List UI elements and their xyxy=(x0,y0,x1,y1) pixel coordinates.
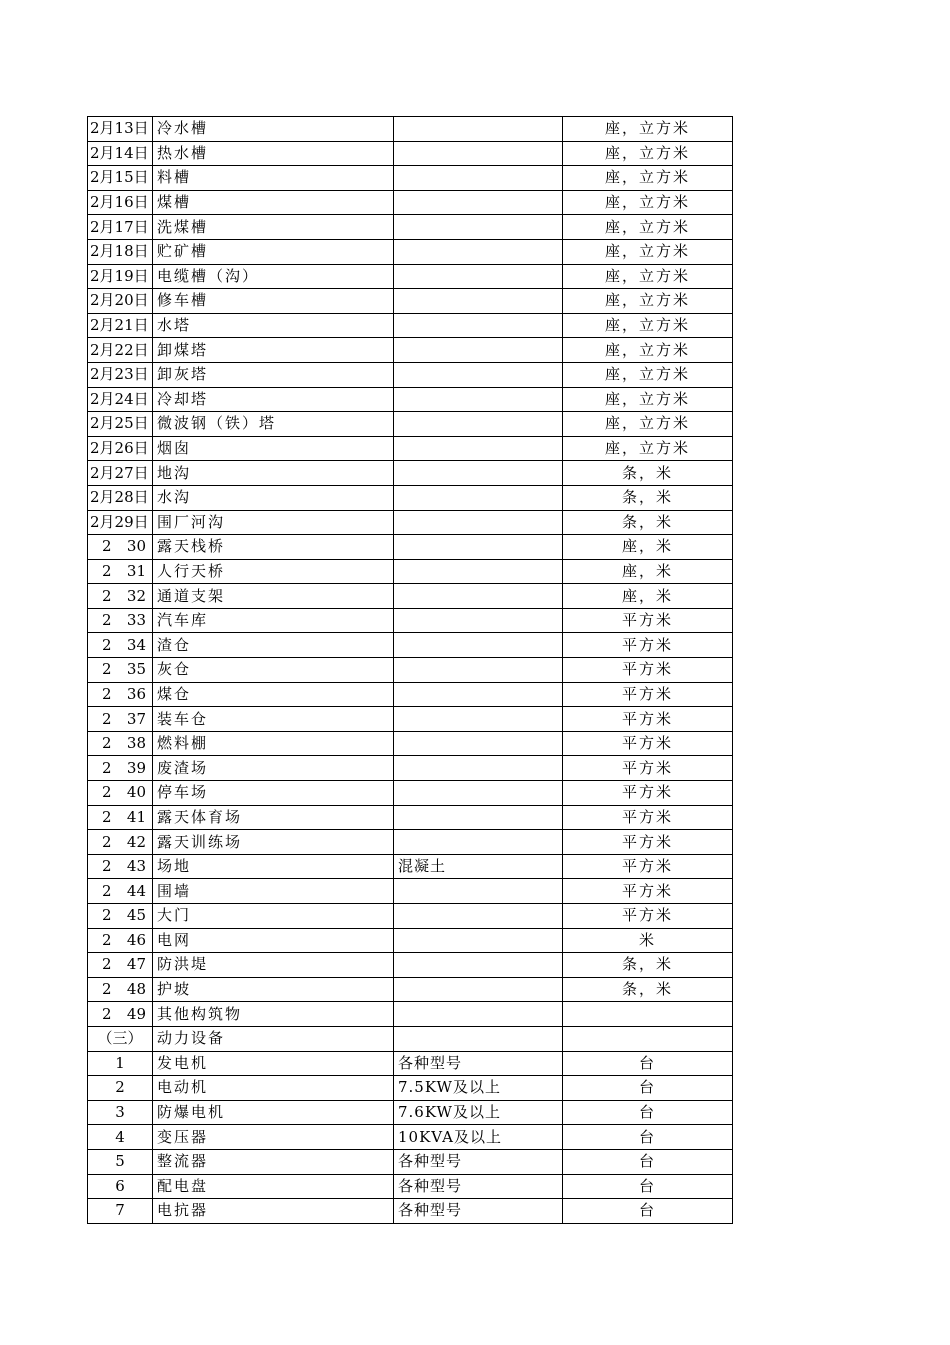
item-name-cell: 场地 xyxy=(153,854,394,879)
table-row xyxy=(88,1026,733,1051)
item-unit-cell: 条，米 xyxy=(563,953,733,978)
item-unit-cell: 平方米 xyxy=(563,633,733,658)
item-name-cell: 煤槽 xyxy=(153,190,394,215)
item-name-cell: 大门 xyxy=(153,904,394,929)
item-unit-cell: 平方米 xyxy=(563,608,733,633)
row-section-number: 2 xyxy=(102,906,112,925)
row-number-cell xyxy=(88,854,153,879)
table-row xyxy=(88,830,733,855)
row-number-cell xyxy=(88,559,153,584)
table-row xyxy=(88,412,733,437)
row-number-cell xyxy=(88,977,153,1002)
item-name-cell: 废渣场 xyxy=(153,756,394,781)
item-unit-cell xyxy=(563,1026,733,1051)
item-spec-cell: 各种型号 xyxy=(394,1199,563,1224)
table-row xyxy=(88,633,733,658)
table-row xyxy=(88,658,733,683)
item-spec-cell xyxy=(394,289,563,314)
item-spec-cell xyxy=(394,658,563,683)
item-spec-cell xyxy=(394,485,563,510)
table-row xyxy=(88,1149,733,1174)
row-number-cell xyxy=(88,928,153,953)
item-name-cell: 水塔 xyxy=(153,313,394,338)
item-name-cell: 露天体育场 xyxy=(153,805,394,830)
item-unit-cell: 台 xyxy=(563,1076,733,1101)
item-unit-cell: 台 xyxy=(563,1174,733,1199)
item-name-cell: 其他构筑物 xyxy=(153,1002,394,1027)
row-item-number: 40 xyxy=(126,783,146,802)
row-item-number: 45 xyxy=(126,906,146,925)
item-spec-cell xyxy=(394,1002,563,1027)
item-spec-cell xyxy=(394,313,563,338)
item-unit-cell: 平方米 xyxy=(563,756,733,781)
table-row xyxy=(88,117,733,142)
table-row xyxy=(88,559,733,584)
table-row xyxy=(88,584,733,609)
item-unit-cell: 座，立方米 xyxy=(563,239,733,264)
row-number-cell: 7 xyxy=(88,1199,153,1224)
table-row xyxy=(88,166,733,191)
item-unit-cell: 座，立方米 xyxy=(563,412,733,437)
item-spec-cell xyxy=(394,412,563,437)
item-unit-cell: 平方米 xyxy=(563,731,733,756)
table-row xyxy=(88,1125,733,1150)
row-number-cell: 1 xyxy=(88,1051,153,1076)
item-unit-cell: 台 xyxy=(563,1051,733,1076)
item-name-cell: 冷却塔 xyxy=(153,387,394,412)
row-section-number: 2 xyxy=(102,807,112,826)
item-unit-cell: 座，立方米 xyxy=(563,166,733,191)
item-name-cell: 电缆槽（沟） xyxy=(153,264,394,289)
row-item-number: 33 xyxy=(126,611,146,630)
row-number-cell: 2月13日 xyxy=(88,117,153,142)
item-name-cell: 烟囱 xyxy=(153,436,394,461)
item-unit-cell: 平方米 xyxy=(563,805,733,830)
table-row xyxy=(88,1002,733,1027)
table-row xyxy=(88,485,733,510)
row-section-number: 2 xyxy=(102,734,112,753)
row-number-cell: 4 xyxy=(88,1125,153,1150)
item-spec-cell xyxy=(394,362,563,387)
item-spec-cell xyxy=(394,633,563,658)
item-unit-cell: 座，立方米 xyxy=(563,338,733,363)
table-row xyxy=(88,313,733,338)
item-name-cell: 露天栈桥 xyxy=(153,535,394,560)
table-row xyxy=(88,805,733,830)
table-row xyxy=(88,510,733,535)
table-row xyxy=(88,904,733,929)
row-number-cell: 2月28日 xyxy=(88,485,153,510)
item-spec-cell xyxy=(394,387,563,412)
item-unit-cell: 平方米 xyxy=(563,658,733,683)
table-row xyxy=(88,928,733,953)
item-spec-cell xyxy=(394,731,563,756)
row-number-cell: 2月15日 xyxy=(88,166,153,191)
item-spec-cell xyxy=(394,239,563,264)
item-unit-cell: 座，立方米 xyxy=(563,215,733,240)
row-number-cell: 2月14日 xyxy=(88,141,153,166)
item-name-cell: 配电盘 xyxy=(153,1174,394,1199)
item-unit-cell: 座，立方米 xyxy=(563,264,733,289)
item-name-cell: 防洪堤 xyxy=(153,953,394,978)
row-number-cell: 3 xyxy=(88,1100,153,1125)
item-unit-cell: 台 xyxy=(563,1125,733,1150)
item-unit-cell: 条，米 xyxy=(563,485,733,510)
row-number-cell xyxy=(88,682,153,707)
item-unit-cell: 座，米 xyxy=(563,559,733,584)
item-name-cell: 整流器 xyxy=(153,1149,394,1174)
row-item-number: 37 xyxy=(126,709,146,728)
item-spec-cell xyxy=(394,461,563,486)
row-number-cell: 2月29日 xyxy=(88,510,153,535)
item-unit-cell: 平方米 xyxy=(563,904,733,929)
item-spec-cell: 7.5KW及以上 xyxy=(394,1076,563,1101)
row-number-cell xyxy=(88,805,153,830)
row-section-number: 2 xyxy=(102,586,112,605)
table-row xyxy=(88,707,733,732)
row-section-number: 2 xyxy=(102,881,112,900)
item-name-cell: 燃料棚 xyxy=(153,731,394,756)
item-name-cell: 人行天桥 xyxy=(153,559,394,584)
item-spec-cell xyxy=(394,805,563,830)
item-name-cell: 卸灰塔 xyxy=(153,362,394,387)
row-number-cell: 2月20日 xyxy=(88,289,153,314)
row-number-cell xyxy=(88,608,153,633)
item-name-cell: 地沟 xyxy=(153,461,394,486)
item-unit-cell: 平方米 xyxy=(563,854,733,879)
table-row xyxy=(88,338,733,363)
row-section-number: 2 xyxy=(102,832,112,851)
row-section-number: 2 xyxy=(102,930,112,949)
row-item-number: 46 xyxy=(126,930,146,949)
item-name-cell: 防爆电机 xyxy=(153,1100,394,1125)
item-spec-cell xyxy=(394,977,563,1002)
item-unit-cell: 座，立方米 xyxy=(563,313,733,338)
row-section-number: 2 xyxy=(102,561,112,580)
row-number-cell: 2月22日 xyxy=(88,338,153,363)
item-unit-cell: 台 xyxy=(563,1149,733,1174)
item-spec-cell xyxy=(394,756,563,781)
item-name-cell: 灰仓 xyxy=(153,658,394,683)
item-name-cell: 修车槽 xyxy=(153,289,394,314)
row-item-number: 39 xyxy=(126,758,146,777)
row-section-number: 2 xyxy=(102,1004,112,1023)
item-name-cell: 通道支架 xyxy=(153,584,394,609)
item-name-cell: 卸煤塔 xyxy=(153,338,394,363)
row-number-cell: 2月26日 xyxy=(88,436,153,461)
row-number-cell xyxy=(88,731,153,756)
table-row xyxy=(88,362,733,387)
row-section-number: 2 xyxy=(102,857,112,876)
item-spec-cell xyxy=(394,117,563,142)
item-spec-cell xyxy=(394,707,563,732)
item-name-cell: 露天训练场 xyxy=(153,830,394,855)
row-section-number: 2 xyxy=(102,709,112,728)
table-row xyxy=(88,854,733,879)
row-item-number: 36 xyxy=(126,684,146,703)
item-spec-cell xyxy=(394,584,563,609)
row-number-cell xyxy=(88,1002,153,1027)
item-unit-cell: 座，米 xyxy=(563,584,733,609)
item-spec-cell xyxy=(394,953,563,978)
item-name-cell: 洗煤槽 xyxy=(153,215,394,240)
row-item-number: 42 xyxy=(126,832,146,851)
item-unit-cell: 座，米 xyxy=(563,535,733,560)
item-unit-cell: 条，米 xyxy=(563,461,733,486)
item-unit-cell: 座，立方米 xyxy=(563,117,733,142)
item-spec-cell: 各种型号 xyxy=(394,1174,563,1199)
item-name-cell: 煤仓 xyxy=(153,682,394,707)
row-number-cell xyxy=(88,756,153,781)
item-unit-cell: 座，立方米 xyxy=(563,289,733,314)
row-section-number: 2 xyxy=(102,537,112,556)
asset-table-body xyxy=(88,117,733,1224)
row-section-number: 2 xyxy=(102,635,112,654)
row-number-cell xyxy=(88,658,153,683)
row-number-cell: 2月25日 xyxy=(88,412,153,437)
table-row xyxy=(88,535,733,560)
item-name-cell: 渣仓 xyxy=(153,633,394,658)
table-row xyxy=(88,953,733,978)
item-name-cell: 发电机 xyxy=(153,1051,394,1076)
item-unit-cell: 座，立方米 xyxy=(563,436,733,461)
item-unit-cell: 条，米 xyxy=(563,977,733,1002)
item-name-cell: 护坡 xyxy=(153,977,394,1002)
asset-table xyxy=(87,116,733,1224)
row-item-number: 44 xyxy=(126,881,146,900)
row-number-cell: 2月21日 xyxy=(88,313,153,338)
row-number-cell: 2月24日 xyxy=(88,387,153,412)
item-name-cell: 电动机 xyxy=(153,1076,394,1101)
item-name-cell: 料槽 xyxy=(153,166,394,191)
item-spec-cell xyxy=(394,928,563,953)
row-number-cell xyxy=(88,781,153,806)
row-section-number: 2 xyxy=(102,955,112,974)
item-spec-cell xyxy=(394,682,563,707)
item-unit-cell: 米 xyxy=(563,928,733,953)
row-section-number: 2 xyxy=(102,783,112,802)
item-spec-cell xyxy=(394,559,563,584)
item-name-cell: 停车场 xyxy=(153,781,394,806)
table-row xyxy=(88,756,733,781)
item-spec-cell xyxy=(394,436,563,461)
item-spec-cell: 各种型号 xyxy=(394,1149,563,1174)
item-name-cell: 贮矿槽 xyxy=(153,239,394,264)
row-number-cell xyxy=(88,707,153,732)
row-number-cell: 2月16日 xyxy=(88,190,153,215)
table-row xyxy=(88,731,733,756)
item-spec-cell xyxy=(394,608,563,633)
table-row xyxy=(88,1174,733,1199)
row-number-cell: （三） xyxy=(88,1026,153,1051)
item-name-cell: 装车仓 xyxy=(153,707,394,732)
item-spec-cell xyxy=(394,190,563,215)
table-row xyxy=(88,436,733,461)
item-name-cell: 冷水槽 xyxy=(153,117,394,142)
item-spec-cell xyxy=(394,830,563,855)
item-unit-cell: 平方米 xyxy=(563,707,733,732)
table-row xyxy=(88,1076,733,1101)
item-spec-cell xyxy=(394,1026,563,1051)
row-number-cell: 2 xyxy=(88,1076,153,1101)
table-row xyxy=(88,461,733,486)
item-unit-cell: 平方米 xyxy=(563,879,733,904)
table-row xyxy=(88,781,733,806)
item-name-cell: 微波钢（铁）塔 xyxy=(153,412,394,437)
table-row xyxy=(88,1051,733,1076)
item-name-cell: 围厂河沟 xyxy=(153,510,394,535)
item-spec-cell xyxy=(394,904,563,929)
row-item-number: 30 xyxy=(126,537,146,556)
item-unit-cell: 台 xyxy=(563,1199,733,1224)
item-name-cell: 水沟 xyxy=(153,485,394,510)
item-spec-cell xyxy=(394,264,563,289)
item-unit-cell: 座，立方米 xyxy=(563,387,733,412)
row-number-cell xyxy=(88,830,153,855)
table-row xyxy=(88,141,733,166)
item-name-cell: 热水槽 xyxy=(153,141,394,166)
table-row xyxy=(88,387,733,412)
table-row xyxy=(88,1100,733,1125)
row-number-cell: 2月23日 xyxy=(88,362,153,387)
row-section-number: 2 xyxy=(102,660,112,679)
item-spec-cell xyxy=(394,510,563,535)
item-name-cell: 变压器 xyxy=(153,1125,394,1150)
item-unit-cell: 座，立方米 xyxy=(563,141,733,166)
table-row xyxy=(88,608,733,633)
row-item-number: 35 xyxy=(126,660,146,679)
item-spec-cell xyxy=(394,215,563,240)
row-number-cell xyxy=(88,879,153,904)
item-name-cell: 围墙 xyxy=(153,879,394,904)
item-name-cell: 汽车库 xyxy=(153,608,394,633)
row-number-cell: 2月18日 xyxy=(88,239,153,264)
item-unit-cell: 条，米 xyxy=(563,510,733,535)
row-section-number: 2 xyxy=(102,980,112,999)
row-item-number: 49 xyxy=(126,1004,146,1023)
item-spec-cell xyxy=(394,166,563,191)
row-number-cell: 2月27日 xyxy=(88,461,153,486)
table-row xyxy=(88,1199,733,1224)
table-row xyxy=(88,977,733,1002)
row-number-cell xyxy=(88,953,153,978)
row-number-cell: 2月17日 xyxy=(88,215,153,240)
row-number-cell: 6 xyxy=(88,1174,153,1199)
row-section-number: 2 xyxy=(102,611,112,630)
row-item-number: 32 xyxy=(126,586,146,605)
row-item-number: 34 xyxy=(126,635,146,654)
row-number-cell xyxy=(88,633,153,658)
table-row xyxy=(88,190,733,215)
row-number-cell: 2月19日 xyxy=(88,264,153,289)
item-spec-cell: 各种型号 xyxy=(394,1051,563,1076)
row-number-cell: 5 xyxy=(88,1149,153,1174)
item-name-cell: 动力设备 xyxy=(153,1026,394,1051)
row-item-number: 38 xyxy=(126,734,146,753)
row-item-number: 47 xyxy=(126,955,146,974)
item-unit-cell: 平方米 xyxy=(563,830,733,855)
row-section-number: 2 xyxy=(102,758,112,777)
row-number-cell xyxy=(88,584,153,609)
table-row xyxy=(88,289,733,314)
row-item-number: 31 xyxy=(126,561,146,580)
table-row xyxy=(88,264,733,289)
item-spec-cell xyxy=(394,141,563,166)
item-unit-cell: 平方米 xyxy=(563,682,733,707)
item-unit-cell: 台 xyxy=(563,1100,733,1125)
item-unit-cell: 座，立方米 xyxy=(563,190,733,215)
item-unit-cell xyxy=(563,1002,733,1027)
row-item-number: 43 xyxy=(126,857,146,876)
item-unit-cell: 座，立方米 xyxy=(563,362,733,387)
item-spec-cell: 10KVA及以上 xyxy=(394,1125,563,1150)
table-row xyxy=(88,215,733,240)
item-spec-cell xyxy=(394,879,563,904)
item-unit-cell: 平方米 xyxy=(563,781,733,806)
row-item-number: 41 xyxy=(126,807,146,826)
item-spec-cell: 7.6KW及以上 xyxy=(394,1100,563,1125)
table-row xyxy=(88,879,733,904)
row-number-cell xyxy=(88,535,153,560)
row-number-cell xyxy=(88,904,153,929)
item-spec-cell xyxy=(394,535,563,560)
row-item-number: 48 xyxy=(126,980,146,999)
row-section-number: 2 xyxy=(102,684,112,703)
item-name-cell: 电网 xyxy=(153,928,394,953)
item-spec-cell xyxy=(394,781,563,806)
table-row xyxy=(88,682,733,707)
item-spec-cell: 混凝土 xyxy=(394,854,563,879)
item-name-cell: 电抗器 xyxy=(153,1199,394,1224)
table-row xyxy=(88,239,733,264)
item-spec-cell xyxy=(394,338,563,363)
